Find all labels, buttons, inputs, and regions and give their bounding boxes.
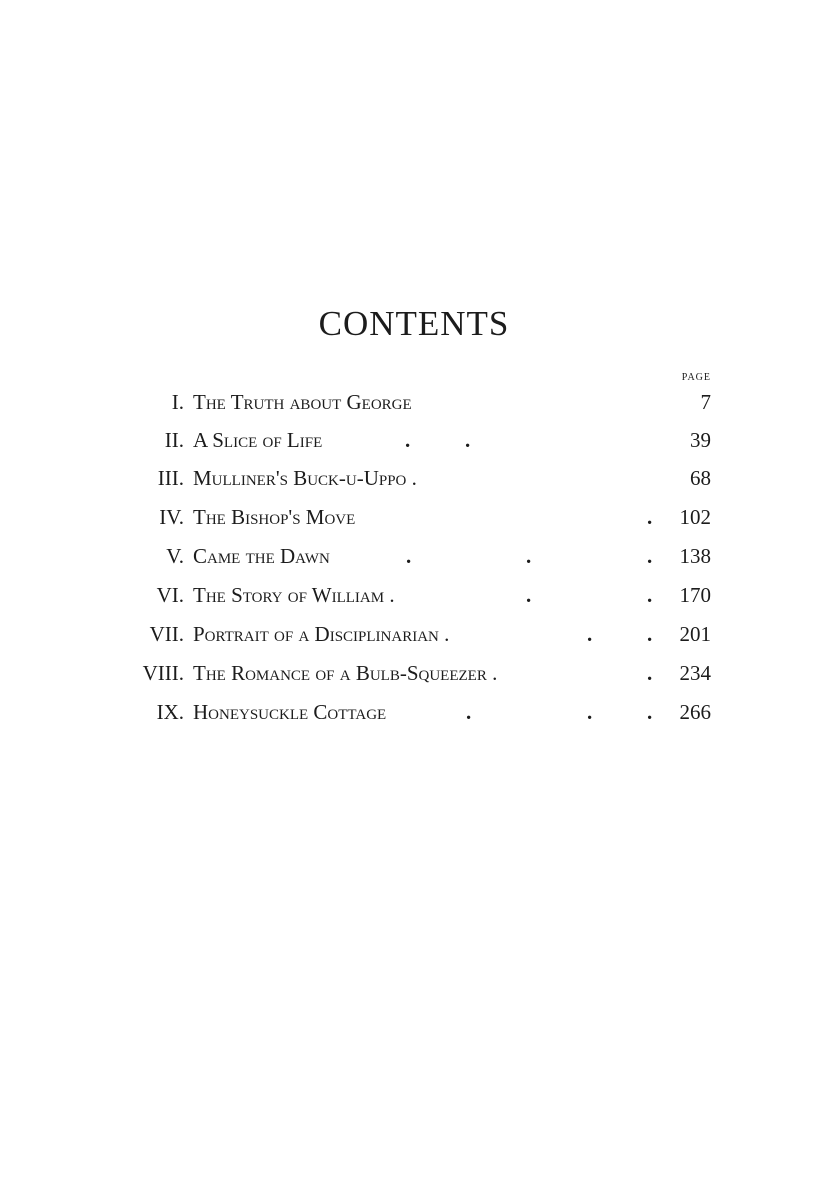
leader-dot: . (587, 622, 593, 646)
page-number: 170 (679, 583, 711, 607)
chapter-title: The Romance of a Bulb-Squeezer . (193, 661, 498, 685)
leader-dot: . (647, 700, 653, 724)
page-number: 138 (679, 544, 711, 568)
chapter-numeral: IV. (159, 505, 184, 529)
toc-entry (0, 618, 840, 650)
leader-dot: . (647, 583, 653, 607)
page-number: 102 (679, 505, 711, 529)
chapter-title: Portrait of a Disciplinarian . (193, 622, 450, 646)
page-number: 266 (679, 700, 711, 724)
toc-entry (0, 424, 840, 456)
chapter-numeral: VIII. (142, 661, 184, 685)
leader-dot: . (466, 700, 472, 724)
page-title: CONTENTS (318, 304, 510, 343)
page-number: 68 (690, 466, 711, 490)
toc-entry (0, 462, 840, 494)
page-number: 201 (679, 622, 711, 646)
chapter-numeral: I. (171, 390, 184, 414)
leader-dot: . (405, 428, 411, 452)
toc-entry (0, 657, 840, 689)
chapter-title: A Slice of Life (193, 428, 323, 452)
chapter-numeral: VII. (149, 622, 184, 646)
toc-entry (0, 540, 840, 572)
chapter-numeral: III. (157, 466, 184, 490)
leader-dot: . (526, 544, 532, 568)
leader-dot: . (526, 583, 532, 607)
leader-dot: . (406, 544, 412, 568)
page-column-label: PAGE (681, 372, 711, 383)
page-number: 234 (679, 661, 711, 685)
chapter-title: The Story of William . (193, 583, 395, 607)
chapter-title: Honeysuckle Cottage (193, 700, 387, 724)
toc-entry (0, 501, 840, 533)
toc-entry (0, 579, 840, 611)
chapter-title: The Bishop's Move (193, 505, 356, 529)
page-number: 39 (690, 428, 711, 452)
chapter-numeral: V. (166, 544, 184, 568)
toc-entry (0, 386, 840, 418)
leader-dot: . (647, 544, 653, 568)
chapter-title: The Truth about George (193, 390, 412, 414)
chapter-title: Mulliner's Buck-u-Uppo . (193, 466, 417, 490)
leader-dot: . (647, 661, 653, 685)
chapter-numeral: IX. (156, 700, 184, 724)
leader-dot: . (647, 505, 653, 529)
leader-dot: . (647, 622, 653, 646)
chapter-numeral: II. (164, 428, 184, 452)
page-number: 7 (700, 390, 711, 414)
toc-entry (0, 696, 840, 728)
leader-dot: . (465, 428, 471, 452)
chapter-title: Came the Dawn (193, 544, 330, 568)
chapter-numeral: VI. (156, 583, 184, 607)
leader-dot: . (587, 700, 593, 724)
